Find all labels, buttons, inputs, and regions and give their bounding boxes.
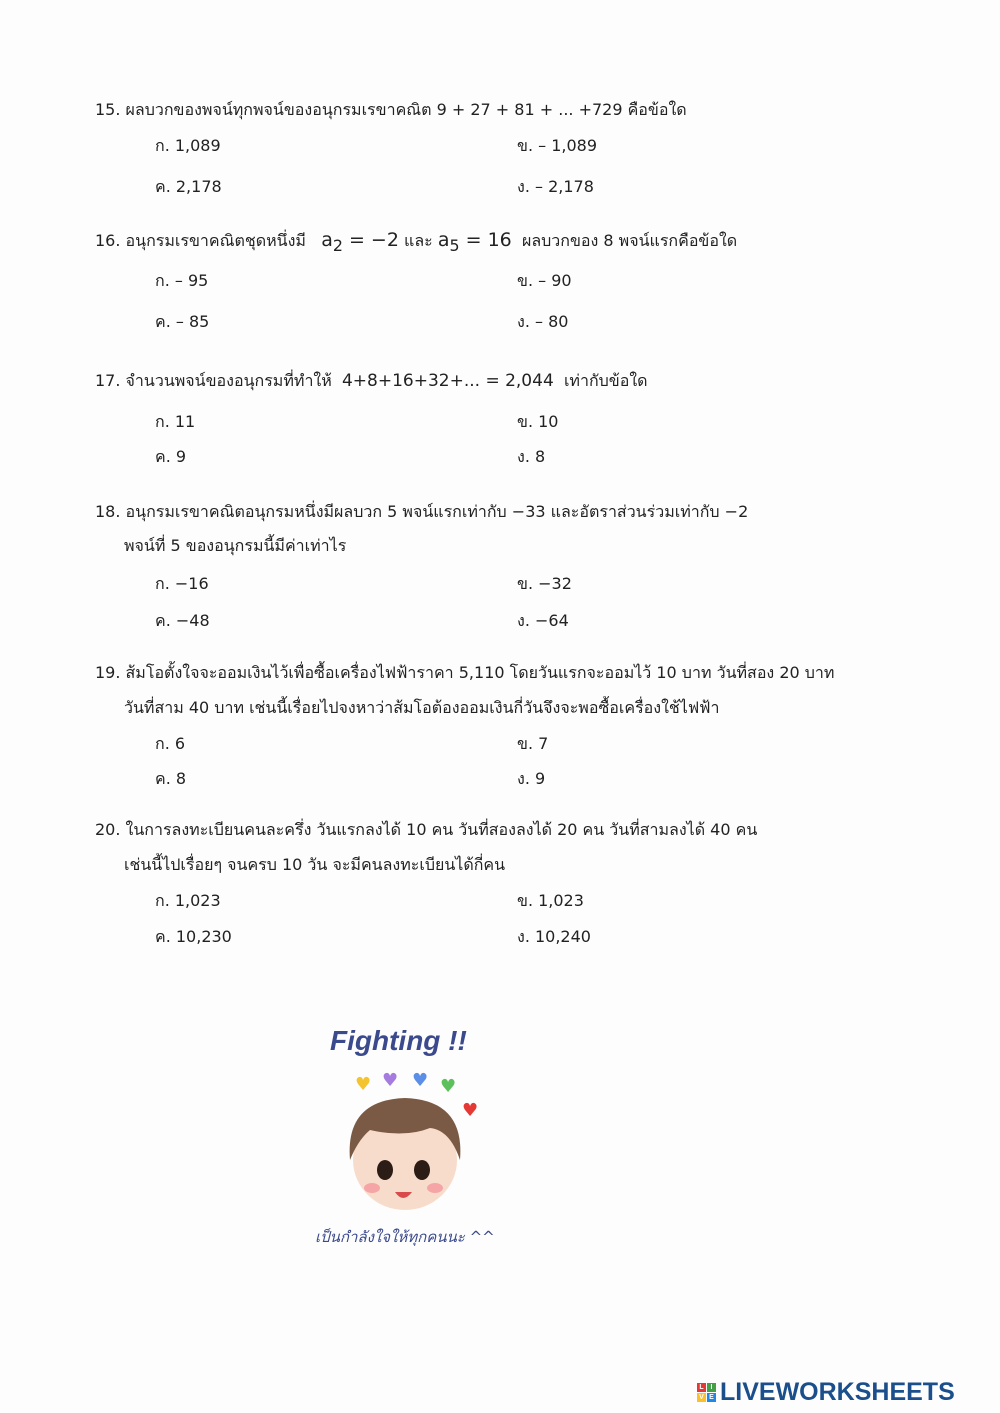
question-text: เท่ากับข้อใด <box>563 371 648 390</box>
option-b: ข. −32 <box>517 574 572 593</box>
question-20: 20. ในการลงทะเบียนคนละครึ่ง วันแรกลงได้ 10 คน วันที่สองลงได้ 20 คน วันที่สามลงได้ 40 คน <box>95 820 758 839</box>
option-b: ข. 7 <box>517 734 549 753</box>
logo-text: LIVEWORKSHEETS <box>720 1378 955 1406</box>
option-b: ข. – 90 <box>517 271 572 290</box>
liveworksheets-logo <box>697 1378 955 1407</box>
question-text: 16. อนุกรมเรขาคณิตชุดหนึ่งมี <box>95 231 306 250</box>
option-d: ง. – 2,178 <box>517 177 594 196</box>
option-a: ก. – 95 <box>155 271 209 290</box>
question-19: 19. ส้มโอตั้งใจจะออมเงินไว้เพื่อซื้อเครื่องไฟฟ้าราคา 5,110 โดยวันแรกจะออมไว้ 10 บาท วันที่สอง 20 บาท <box>95 663 835 682</box>
option-d: ง. 8 <box>517 447 546 466</box>
question-16 <box>95 230 737 256</box>
logo-icon: L I V E <box>697 1383 716 1402</box>
option-c: ค. 9 <box>155 447 187 466</box>
sticker-title: Fighting !! <box>330 1025 467 1056</box>
option-a: ก. 11 <box>155 412 196 431</box>
option-c: ค. – 85 <box>155 312 210 331</box>
math-value: = −2 <box>348 229 399 251</box>
option-a: ก. 6 <box>155 734 186 753</box>
sticker-caption: เป็นกำลังใจให้ทุกคนนะ ^^ <box>315 1228 495 1246</box>
question-19-cont: วันที่สาม 40 บาท เช่นนี้เรื่อยไปจงหาว่าส้มโอต้องออมเงินกี่วันจึงจะพอซื้อเครื่องใช้ไฟฟ้า <box>124 698 720 717</box>
option-d: ง. – 80 <box>517 312 569 331</box>
option-c: ค. 2,178 <box>155 177 222 196</box>
question-text: 17. จำนวนพจน์ของอนุกรมที่ทำให้ <box>95 371 332 390</box>
math-var: a <box>321 229 333 251</box>
option-a: ก. 1,023 <box>155 891 221 910</box>
question-18-cont: พจน์ที่ 5 ของอนุกรมนี้มีค่าเท่าไร <box>124 536 347 555</box>
svg-text:♥: ♥ <box>440 1076 457 1097</box>
svg-text:♥: ♥ <box>382 1070 399 1091</box>
question-18: 18. อนุกรมเรขาคณิตอนุกรมหนึ่งมีผลบวก 5 พจน์แรกเท่ากับ −33 และอัตราส่วนร่วมเท่ากับ −2 <box>95 502 749 521</box>
fighting-sticker <box>310 1020 510 1250</box>
math-a2 <box>321 229 399 255</box>
math-a5 <box>437 229 512 255</box>
question-17 <box>95 371 648 391</box>
svg-text:♥: ♥ <box>462 1100 479 1121</box>
question-text: และ <box>404 231 433 250</box>
option-d: ง. −64 <box>517 611 569 630</box>
option-b: ข. 10 <box>517 412 559 431</box>
math-sub: 5 <box>449 235 460 255</box>
question-text: ผลบวกของ 8 พจน์แรกคือข้อใด <box>521 231 738 250</box>
math-var: a <box>437 229 450 251</box>
math-sub: 2 <box>332 235 343 255</box>
question-15: 15. ผลบวกของพจน์ทุกพจน์ของอนุกรมเรขาคณิต 9 + 27 + 81 + ... +729 คือข้อใด <box>95 100 687 119</box>
svg-text:♥: ♥ <box>355 1074 372 1095</box>
option-d: ง. 9 <box>517 769 546 788</box>
option-c: ค. 8 <box>155 769 187 788</box>
math-series: 4+8+16+32+... = 2,044 <box>341 371 554 391</box>
option-a: ก. −16 <box>155 574 209 593</box>
option-b: ข. – 1,089 <box>517 136 597 155</box>
question-20-cont: เช่นนี้ไปเรื่อยๆ จนครบ 10 วัน จะมีคนลงทะเบียนได้กี่คน <box>124 855 506 874</box>
option-a: ก. 1,089 <box>155 136 221 155</box>
option-d: ง. 10,240 <box>517 927 591 946</box>
boy-face-icon <box>310 1020 510 1250</box>
option-c: ค. −48 <box>155 611 210 630</box>
option-b: ข. 1,023 <box>517 891 584 910</box>
math-value: = 16 <box>465 229 512 251</box>
option-c: ค. 10,230 <box>155 927 232 946</box>
svg-text:♥: ♥ <box>412 1070 429 1091</box>
